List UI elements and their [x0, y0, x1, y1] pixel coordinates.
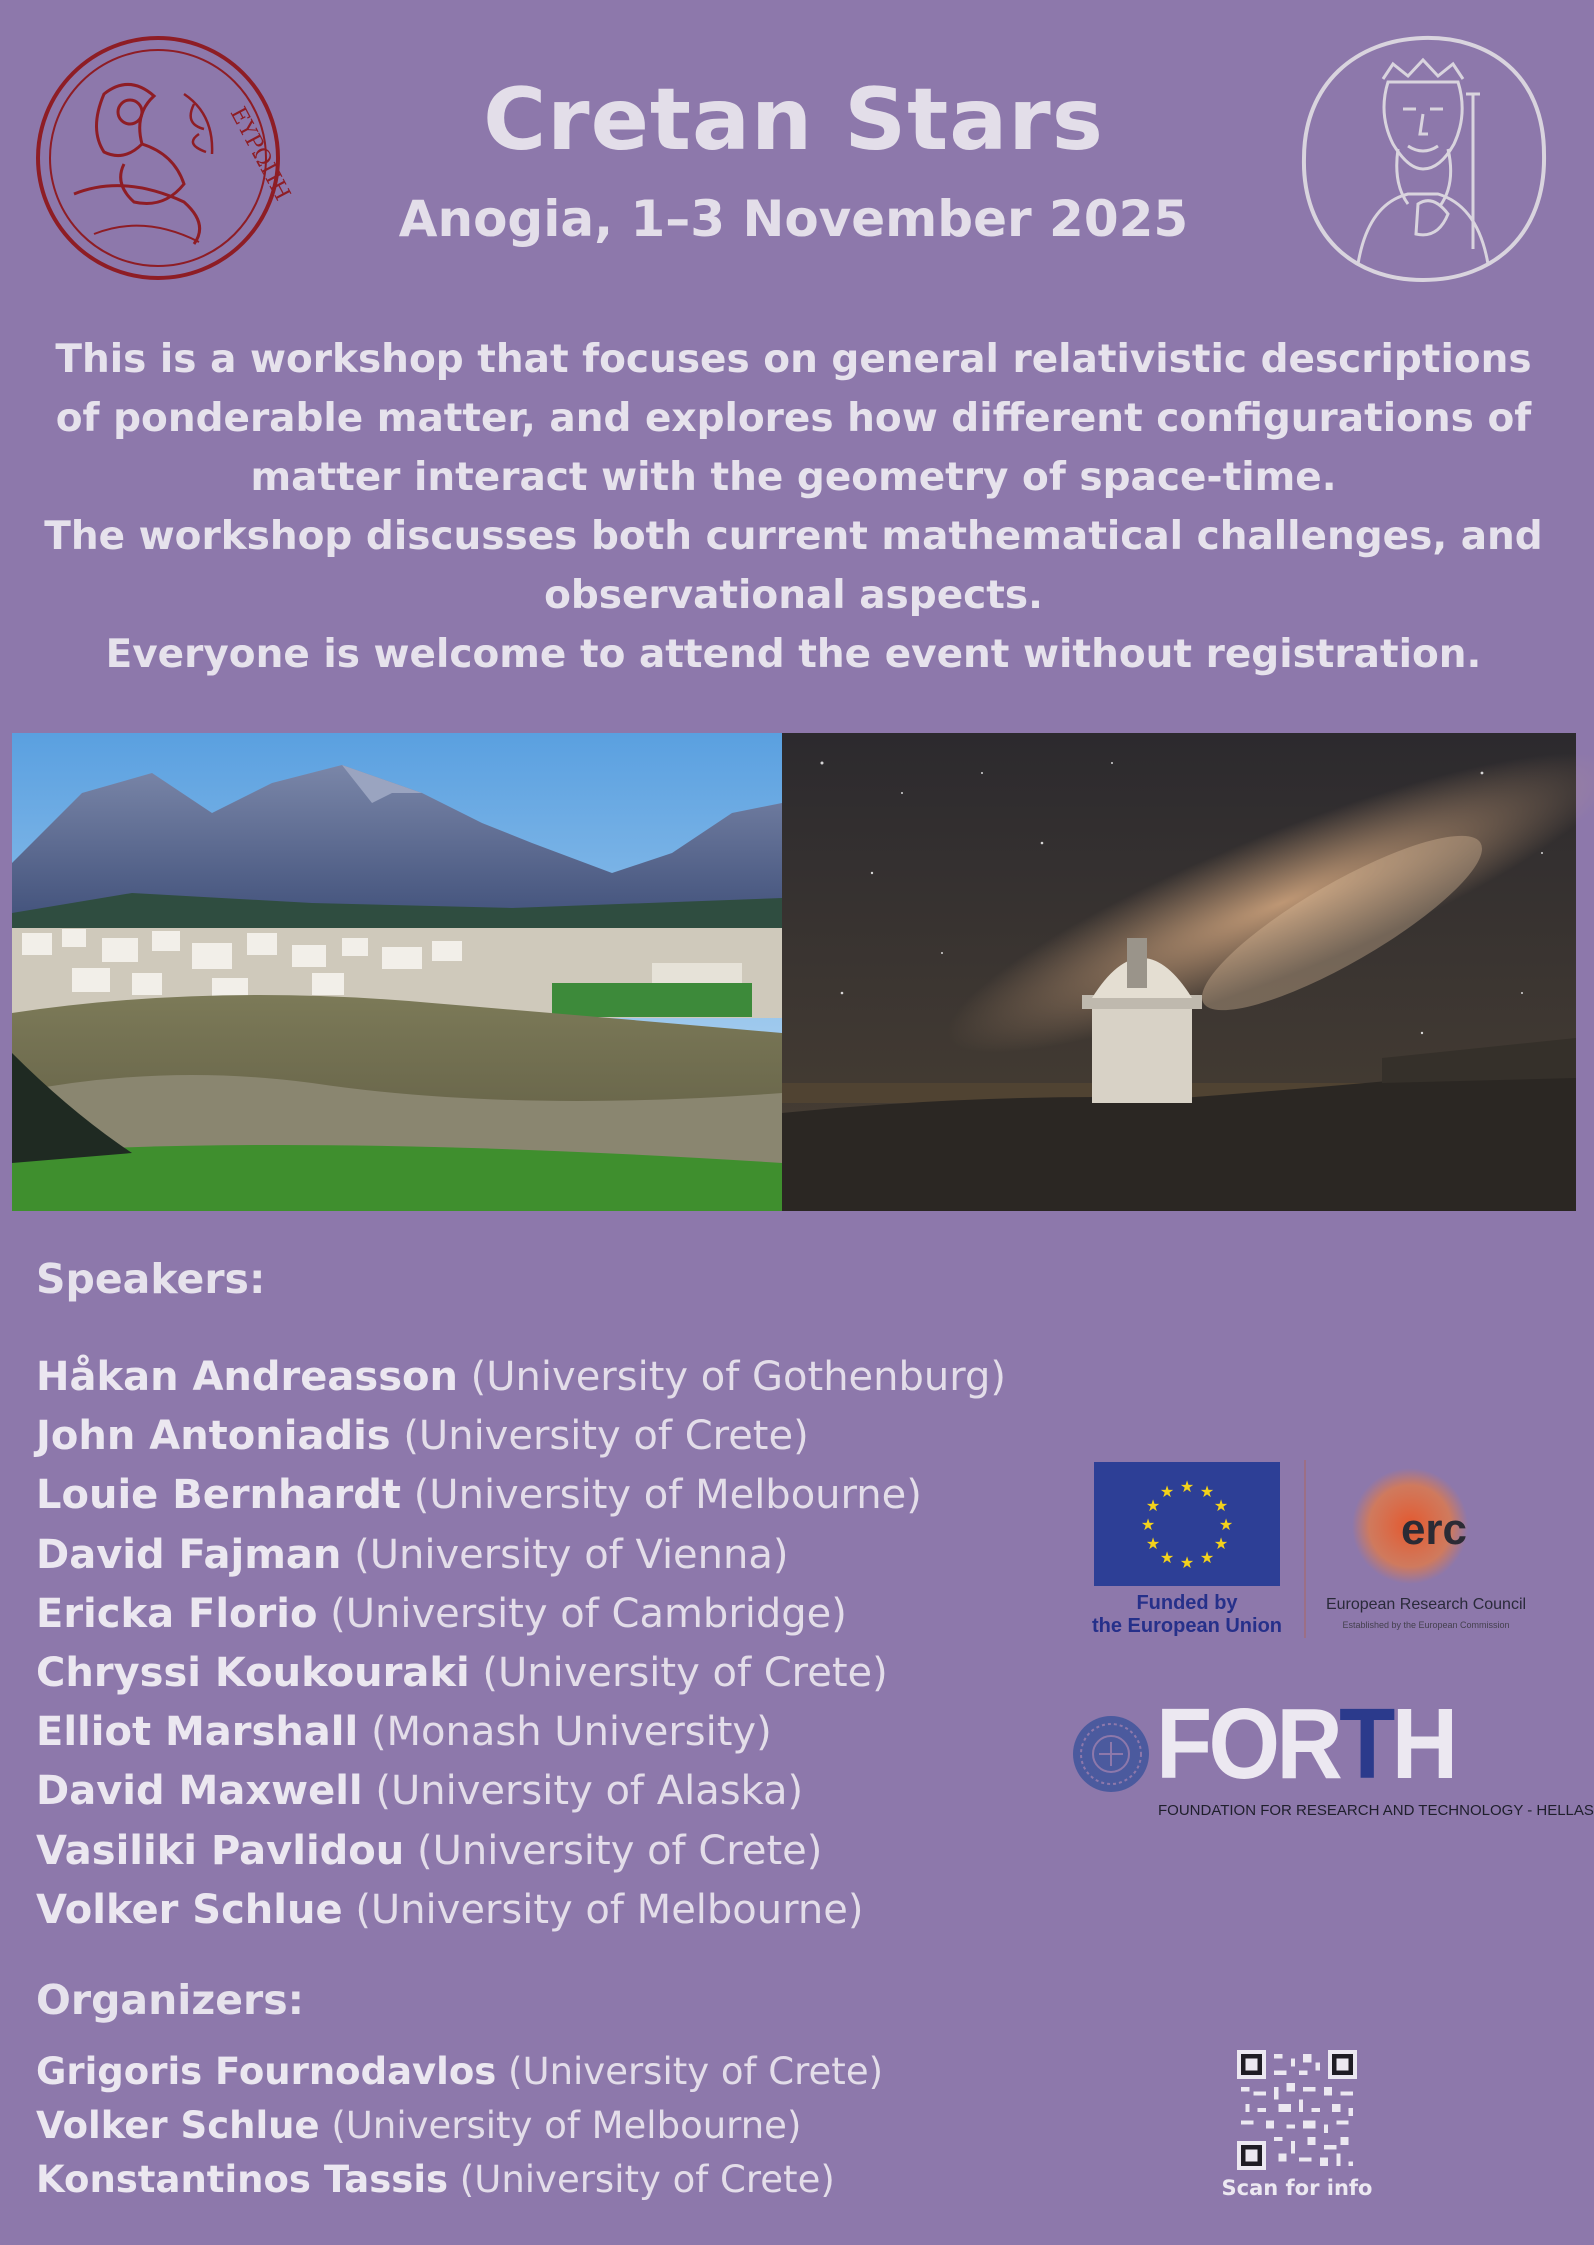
description-paragraph-1: This is a workshop that focuses on general relativistic descriptions of ponderable matter, and explores how different configurations of matter interact with the geometry of space-time.	[55, 337, 1532, 500]
erc-subtitle: Established by the European Commission	[1342, 1620, 1510, 1630]
university-of-crete-seal	[34, 34, 295, 282]
svg-text:★: ★	[1179, 1477, 1195, 1496]
speaker-name: Louie Bernhardt	[36, 1472, 401, 1519]
organizers-list	[36, 2045, 883, 2207]
organizer-name: Volker Schlue	[36, 2104, 320, 2147]
organizer-name: Grigoris Fournodavlos	[36, 2050, 497, 2093]
logo-divider	[1304, 1460, 1306, 1638]
organizer-item	[36, 2153, 883, 2207]
speaker-name: Håkan Andreasson	[36, 1354, 458, 1400]
speaker-affiliation: (University of Crete)	[403, 1413, 809, 1460]
speaker-name: John Antoniadis	[36, 1413, 391, 1460]
svg-text:★: ★	[1159, 1482, 1175, 1501]
qr-code-icon[interactable]	[1237, 2050, 1357, 2170]
speakers-list	[36, 1348, 1006, 1940]
speaker-affiliation: (University of Melbourne)	[355, 1886, 864, 1933]
speakers-heading: Speakers:	[36, 1255, 266, 1303]
qr-caption: Scan for info	[1221, 2176, 1373, 2200]
forth-logo-wordmark	[1156, 1688, 1455, 1800]
svg-text:★: ★	[1179, 1553, 1195, 1572]
speaker-item	[36, 1585, 1006, 1644]
speaker-affiliation: (University of Crete)	[482, 1649, 888, 1696]
speaker-affiliation: (University of Vienna)	[354, 1531, 789, 1578]
svg-text:★: ★	[1159, 1548, 1175, 1567]
speaker-name: David Fajman	[36, 1531, 342, 1578]
svg-text:★: ★	[1213, 1496, 1229, 1515]
speaker-item	[36, 1703, 1006, 1762]
speaker-name: Vasiliki Pavlidou	[36, 1827, 405, 1874]
page-title: Cretan Stars	[483, 70, 1104, 170]
speaker-affiliation: (University of Alaska)	[375, 1768, 804, 1815]
organizer-affiliation: (University of Melbourne)	[331, 2104, 802, 2147]
forth-seal-icon	[1071, 1714, 1151, 1794]
description-paragraph-2: The workshop discusses both current mathematical challenges, and observational aspects.	[44, 514, 1543, 618]
organizer-item	[36, 2045, 883, 2099]
svg-text:★: ★	[1145, 1496, 1161, 1515]
speaker-name: Ericka Florio	[36, 1590, 318, 1637]
svg-text:★: ★	[1199, 1548, 1215, 1567]
speaker-affiliation: (University of Melbourne)	[413, 1472, 922, 1519]
speaker-item	[36, 1526, 1006, 1585]
speaker-name: Volker Schlue	[36, 1886, 343, 1933]
speaker-item	[36, 1644, 1006, 1703]
speaker-item	[36, 1822, 1006, 1881]
speaker-item	[36, 1348, 1006, 1407]
seal-lettering: ΕΥΡΩΠΗ	[224, 103, 295, 205]
organizer-affiliation: (University of Crete)	[459, 2158, 835, 2201]
organizers-heading: Organizers:	[36, 1976, 305, 2024]
speaker-item	[36, 1762, 1006, 1821]
event-date-location: Anogia, 1–3 November 2025	[398, 190, 1189, 248]
organizer-item	[36, 2099, 883, 2153]
speaker-name: Chryssi Koukouraki	[36, 1649, 470, 1696]
description-paragraph-3: Everyone is welcome to attend the event without registration.	[105, 632, 1482, 677]
anogia-village-photo	[12, 733, 782, 1211]
speaker-affiliation: (University of Crete)	[416, 1827, 823, 1874]
zeus-seal	[1298, 34, 1548, 284]
svg-text:★: ★	[1199, 1482, 1215, 1501]
speaker-item	[36, 1881, 1006, 1940]
eu-caption-line-1: Funded by	[1136, 1592, 1238, 1614]
svg-text:★: ★	[1145, 1534, 1161, 1553]
speaker-item	[36, 1407, 1006, 1466]
erc-name: European Research Council	[1325, 1596, 1527, 1613]
eu-funding-caption	[1080, 1592, 1294, 1638]
eu-caption-line-2: the European Union	[1092, 1615, 1282, 1637]
organizer-affiliation: (University of Crete)	[508, 2050, 884, 2093]
speaker-item	[36, 1466, 1006, 1525]
speaker-affiliation: (University of Cambridge)	[330, 1590, 847, 1637]
observatory-milky-way-photo	[782, 733, 1576, 1211]
svg-text:★: ★	[1218, 1515, 1234, 1534]
svg-text:★: ★	[1213, 1534, 1229, 1553]
forth-word-accent: T	[1339, 1688, 1392, 1800]
speaker-affiliation: (Monash University)	[370, 1709, 772, 1756]
speaker-name: David Maxwell	[36, 1768, 363, 1815]
erc-mark: erc	[1400, 1505, 1468, 1554]
forth-word-start: FOR	[1156, 1688, 1340, 1800]
speaker-name: Elliot Marshall	[36, 1709, 359, 1756]
organizer-name: Konstantinos Tassis	[36, 2158, 449, 2201]
forth-word-end: H	[1391, 1688, 1455, 1800]
svg-text:★: ★	[1140, 1515, 1156, 1534]
erc-logo	[1350, 1460, 1490, 1600]
forth-tagline: FOUNDATION FOR RESEARCH AND TECHNOLOGY - HELLAS	[1158, 1802, 1594, 1819]
speaker-affiliation: (University of Gothenburg)	[470, 1354, 1006, 1400]
eu-flag-logo	[1094, 1462, 1280, 1586]
workshop-description	[30, 330, 1557, 684]
